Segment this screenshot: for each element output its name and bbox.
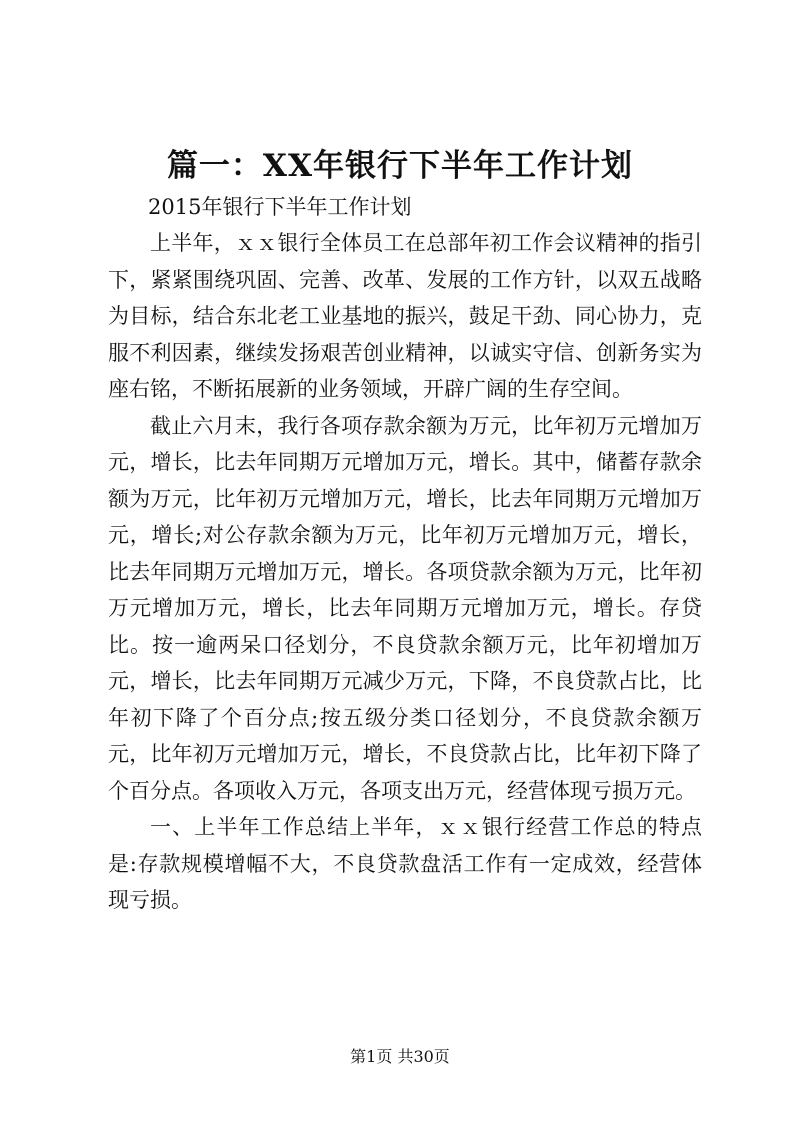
document-body [108, 225, 702, 919]
paragraph-intro: 上半年，ｘｘ银行全体员工在总部年初工作会议精神的指引下，紧紧围绕巩固、完善、改革、发展的工作方针，以双五战略为目标，结合东北老工业基地的振兴，鼓足干劲、同心协力，克服不利因素，继续发扬艰苦创业精神，以诚实守信、创新务实为座右铭，不断拓展新的业务领域，开辟广阔的生存空间。 [108, 231, 702, 401]
document-title: 篇一：XX年银行下半年工作计划 [166, 148, 634, 184]
document-subtitle: 2015年银行下半年工作计划 [148, 195, 412, 219]
paragraph-summary: 一、上半年工作总结上半年，ｘｘ银行经营工作总的特点是:存款规模增幅不大，不良贷款盘活工作有一定成效，经营体现亏损。 [108, 815, 702, 912]
paragraph-statistics: 截止六月末，我行各项存款余额为万元，比年初万元增加万元，增长，比去年同期万元增加万元，增长。其中，储蓄存款余额为万元，比年初万元增加万元，增长，比去年同期万元增加万元，增长;对公存款余额为万元，比年初万元增加万元，增长，比去年同期万元增加万元，增长。各项贷款余额为万元，比年初万元增加万元，增长，比去年同期万元增加万元，增长。存贷比。按一逾两呆口径划分，不良贷款余额万元，比年初增加万元，增长，比去年同期万元减少万元，下降，不良贷款占比，比年初下降了个百分点;按五级分类口径划分，不良贷款余额万元，比年初万元增加万元，增长，不良贷款占比，比年初下降了个百分点。各项收入万元，各项支出万元，经营体现亏损万元。 [108, 413, 702, 803]
page-footer: 第1页 共30页 [350, 1047, 450, 1066]
